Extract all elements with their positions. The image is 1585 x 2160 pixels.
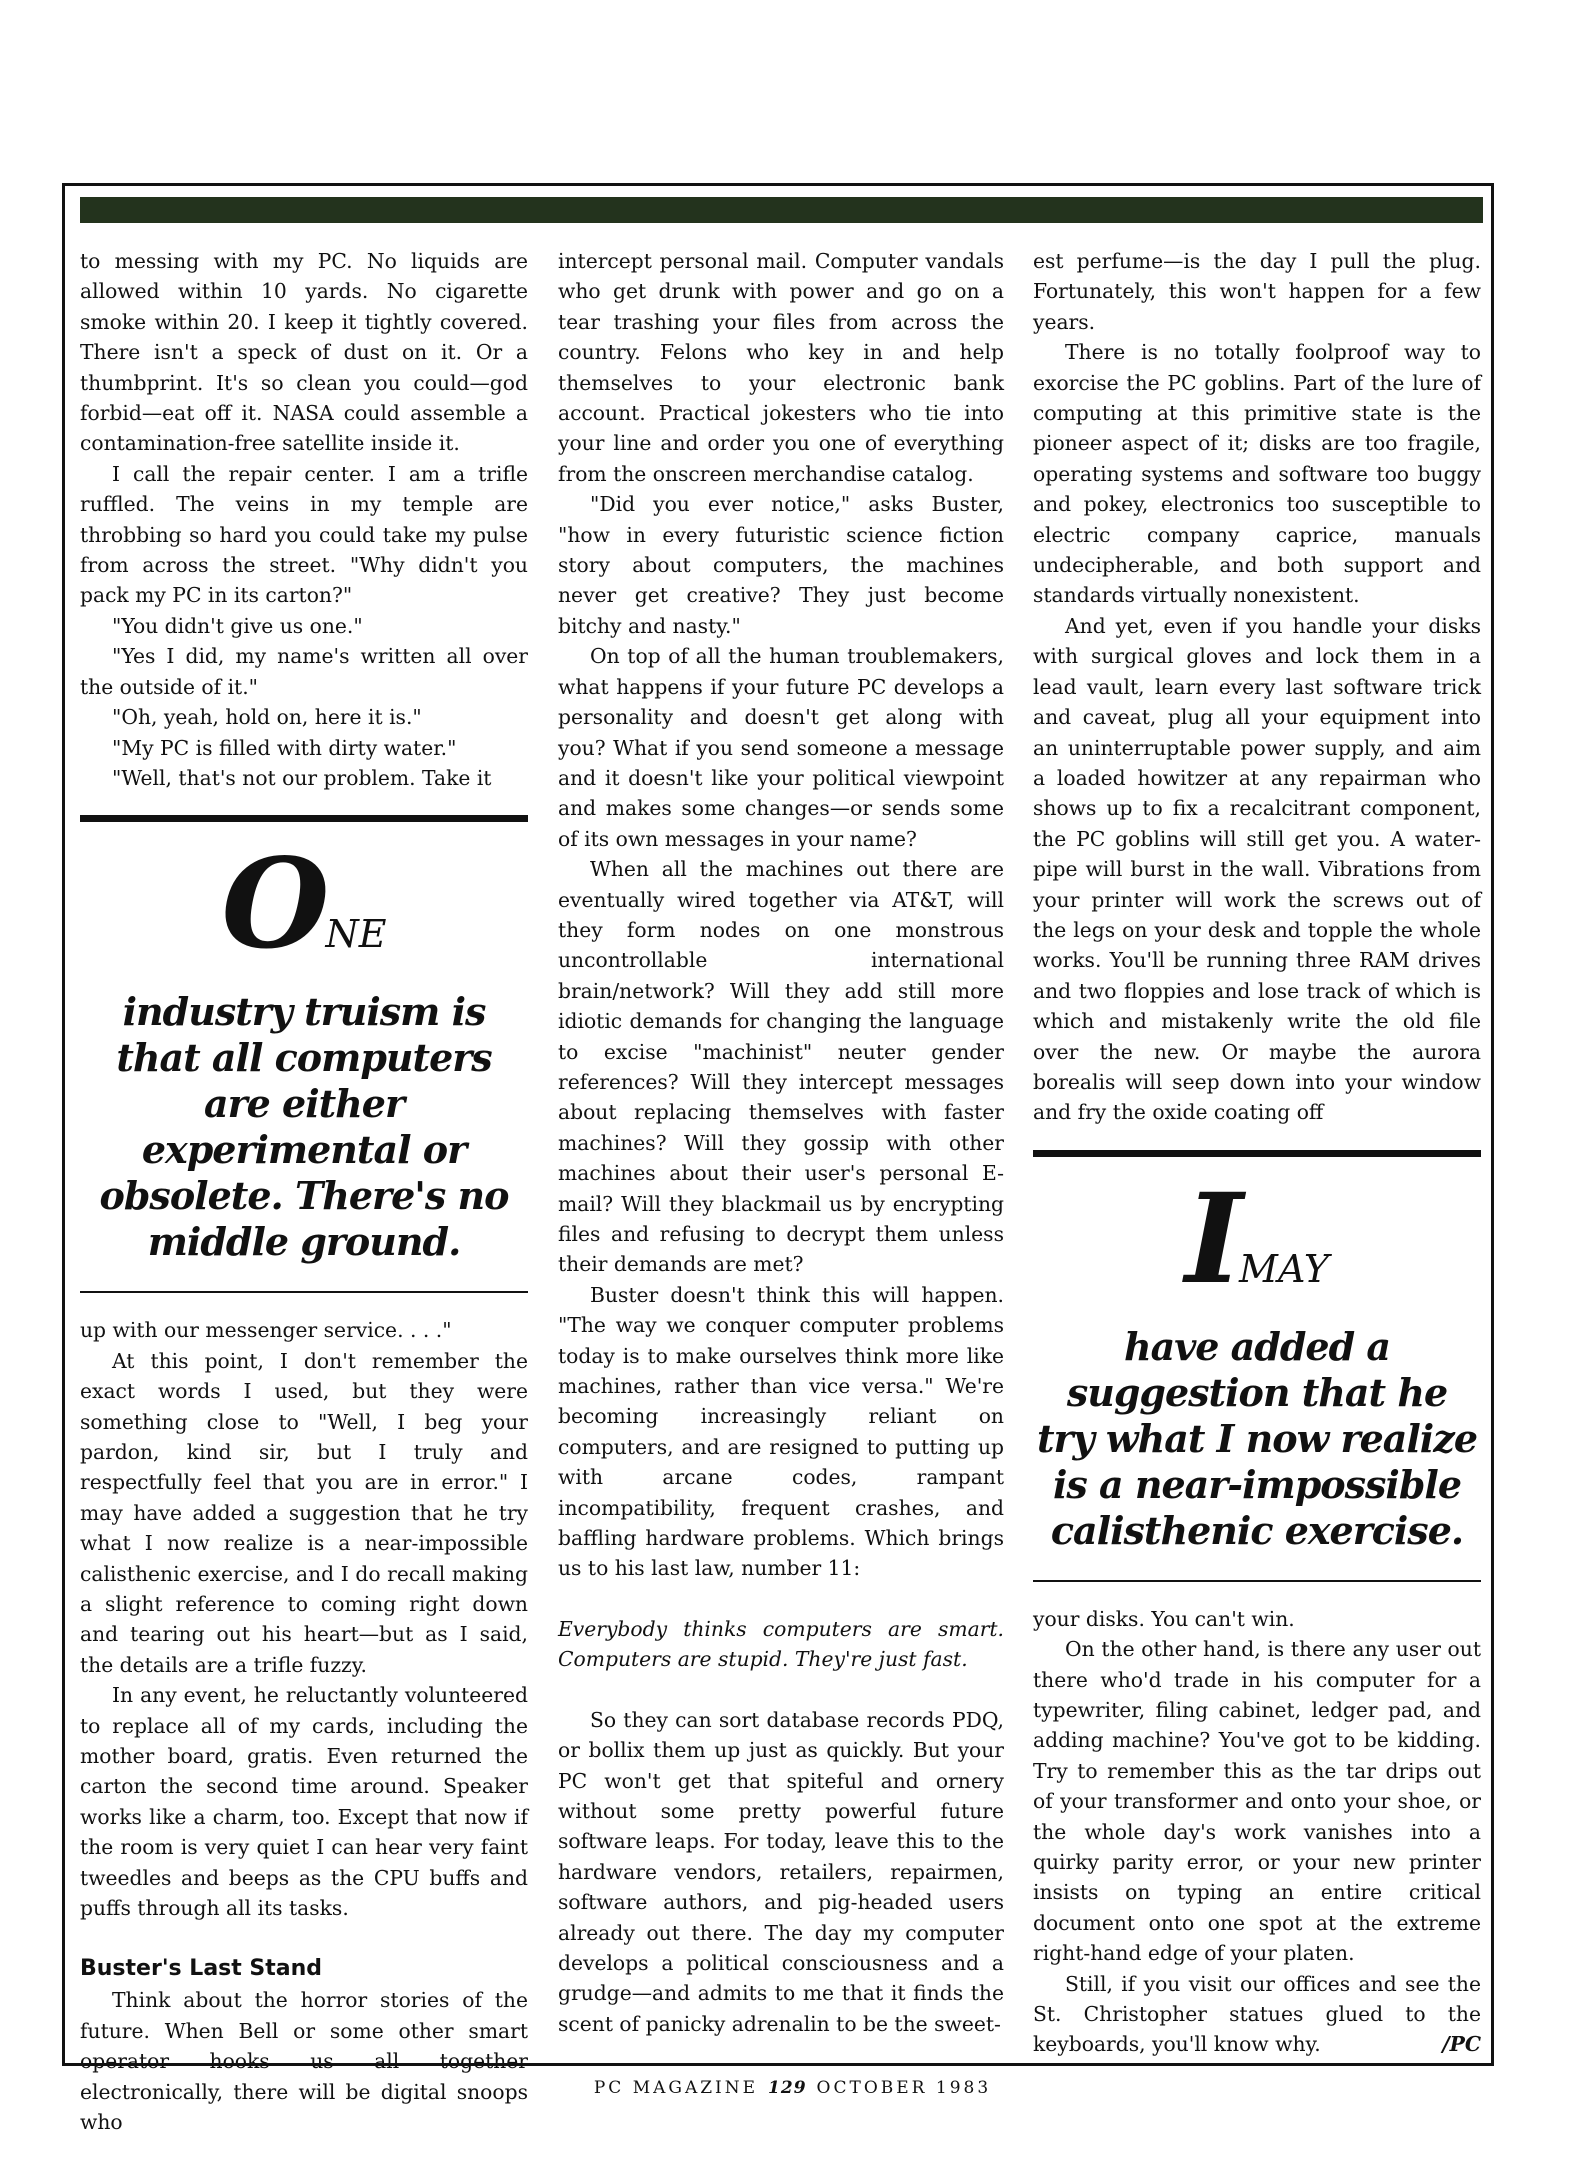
signoff-mark: /PC <box>1442 2032 1481 2057</box>
paragraph: There is no totally foolproof way to exorcise the PC goblins. Part of the lure of computing at this primitive state is the pioneer aspect of it; disks are too fragile, operating systems and software too buggy and pokey, electronics too susceptible to electric company caprice, manuals undecipherable, and both support and standards virtually nonexistent. <box>1033 340 1481 608</box>
pull-quote-text: industry truism is that all computers are either experimental or obsolete. There's no middle ground. <box>99 989 509 1265</box>
paragraph: On the other hand, is there any user out there who'd trade in his computer for a typewriter, filing cabinet, ledger pad, and adding machine? You've got to be kidding. Try to remember this as the tar drips out of your transformer and onto your shoe, or the whole day's work vanishes into a quirky parity error, or your new printer insists on typing an entire critical document onto one spot at the extreme right-hand edge of your platen. <box>1033 1637 1481 1966</box>
column-2 <box>558 246 1004 2039</box>
drop-cap-initial: O <box>221 832 326 978</box>
column-1 <box>80 246 528 2137</box>
paragraph: "My PC is filled with dirty water." <box>112 735 457 760</box>
footer-page-number: 129 <box>768 2078 807 2098</box>
paragraph: est perfume—is the day I pull the plug. Fortunately, this won't happen for a few years. <box>1033 249 1481 334</box>
paragraph: Think about the horror stories of the future. When Bell or some other smart operator hooks us all together electronically, there will be digital snoops who <box>80 1988 528 2135</box>
paragraph: "Did you ever notice," asks Buster, "how in every futuristic science fiction story about computers, the machines never get creative? They just become bitchy and nasty." <box>558 492 1004 638</box>
paragraph: When all the machines out there are eventually wired together via AT&T, will they form nodes on one monstrous uncontrollable international brain/network? Will they add still more idiotic demands for changing the language to excise "machinist" neuter gender references? Will they intercept messages about replacing themselves with faster machines? Will they gossip with other machines about their user's personal E-mail? Will they blackmail us by encrypting files and refusing to decrypt them unless their demands are met? <box>558 857 1004 1277</box>
pull-quote-drop <box>1033 1166 1481 1324</box>
drop-cap-lead: MAY <box>1239 1246 1329 1291</box>
paragraph: your disks. You can't win. <box>1033 1606 1295 1631</box>
paragraph: "Oh, yeah, hold on, here it is." <box>112 705 422 730</box>
drop-cap-lead: NE <box>325 912 387 957</box>
paragraph: In any event, he reluctantly volunteered to replace all of my cards, including the mother board, gratis. Even returned the carton the second time around. Speaker works like a charm, too. Except that now if the room is very quiet I can hear very faint tweedles and beeps as the CPU buffs and puffs through all its tasks. <box>80 1683 528 1921</box>
footer-date: OCTOBER 1983 <box>816 2078 992 2098</box>
footer-magazine: PC MAGAZINE <box>593 2078 759 2098</box>
page-footer <box>0 2078 1585 2098</box>
law-quote: Everybody thinks computers are smart. Computers are stupid. They're just fast. <box>558 1616 1004 1672</box>
paragraph: At this point, I don't remember the exact words I used, but they were something close to "Well, I beg your pardon, kind sir, but I truly and respectfully feel that you are in error." I may have added a suggestion that he try what I now realize is a near-impossible calisthenic exercise, and I do recall making a slight reference to coming right down and tearing out his heart—but as I said, the details are a trifle fuzzy. <box>80 1348 528 1677</box>
paragraph: I call the repair center. I am a trifle ruffled. The veins in my temple are throbbing so hard you could take my pulse from across the street. "Why didn't you pack my PC in its carton?" <box>80 461 528 608</box>
paragraph: Buster doesn't think this will happen. "The way we conquer computer problems today is to make ourselves think more like machines, rather than vice versa." We're becoming increasingly reliant on computers, and are resigned to putting up with arcane codes, rampant incompatibility, frequent crashes, and baffling hardware problems. Which brings us to his last law, number 11: <box>558 1282 1004 1581</box>
paragraph: "Yes I did, my name's written all over the outside of it." <box>80 644 528 699</box>
paragraph <box>1033 1969 1481 2060</box>
pull-quote-one <box>80 815 528 1293</box>
paragraph: So they can sort database records PDQ, or bollix them up just as quickly. But your PC won't get that spiteful and ornery without some pretty powerful future software leaps. For today, leave this to the hardware vendors, retailers, repairmen, software authors, and pig-headed users already out there. The day my computer develops a political consciousness and a grudge—and admits to me that it finds the scent of panicky adrenalin to be the sweet- <box>558 1707 1004 2036</box>
paragraph: to messing with my PC. No liquids are allowed within 10 yards. No cigarette smoke within 20. I keep it tightly covered. There isn't a speck of dust on it. Or a thumbprint. It's so clean you could—god forbid—eat off it. NASA could assemble a contamination-free satellite inside it. <box>80 249 528 456</box>
closing-text: Still, if you visit our offices and see the St. Christopher statues glued to the keyboards, you'll know why. <box>1033 1971 1481 2057</box>
paragraph: intercept personal mail. Computer vandals who get drunk with power and go on a tear trashing your files from across the country. Felons who key in and help themselves to your electronic bank account. Practical jokesters who tie into your line and order you one of everything from the onscreen merchandise catalog. <box>558 249 1004 486</box>
paragraph: On top of all the human troublemakers, what happens if your future PC develops a personality and doesn't get along with you? What if you send someone a message and it doesn't like your political viewpoint and makes some changes—or sends some of its own messages in your name? <box>558 644 1004 851</box>
paragraph: "You didn't give us one." <box>112 613 363 638</box>
pull-quote-two <box>1033 1150 1481 1582</box>
paragraph: "Well, that's not our problem. Take it <box>112 765 492 790</box>
subheading: Buster's Last Stand <box>80 1956 323 1982</box>
paragraph: And yet, even if you handle your disks with surgical gloves and lock them in a lead vault, learn every last software trick and caveat, plug all your equipment into an uninterruptable power supply, and aim a loaded howitzer at any repairman who shows up to fix a recalcitrant component, the PC goblins will still get you. A water-pipe will burst in the wall. Vibrations from your printer will work the screws out of the legs on your desk and topple the whole works. You'll be running three RAM drives and two floppies and lose track of which is which and mistakenly write the old file over the new. Or maybe the aurora borealis will seep down into your window and fry the oxide coating off <box>1033 613 1481 1125</box>
pull-quote-drop <box>80 832 528 989</box>
paragraph: up with our messenger service. . . ." <box>80 1318 452 1343</box>
column-3 <box>1033 246 1481 2060</box>
drop-cap-initial: I <box>1185 1166 1240 1312</box>
header-color-bar <box>80 197 1483 223</box>
pull-quote-text: have added a suggestion that he try what I now realize is a near-impossible calisthenic exercise. <box>1037 1323 1477 1553</box>
